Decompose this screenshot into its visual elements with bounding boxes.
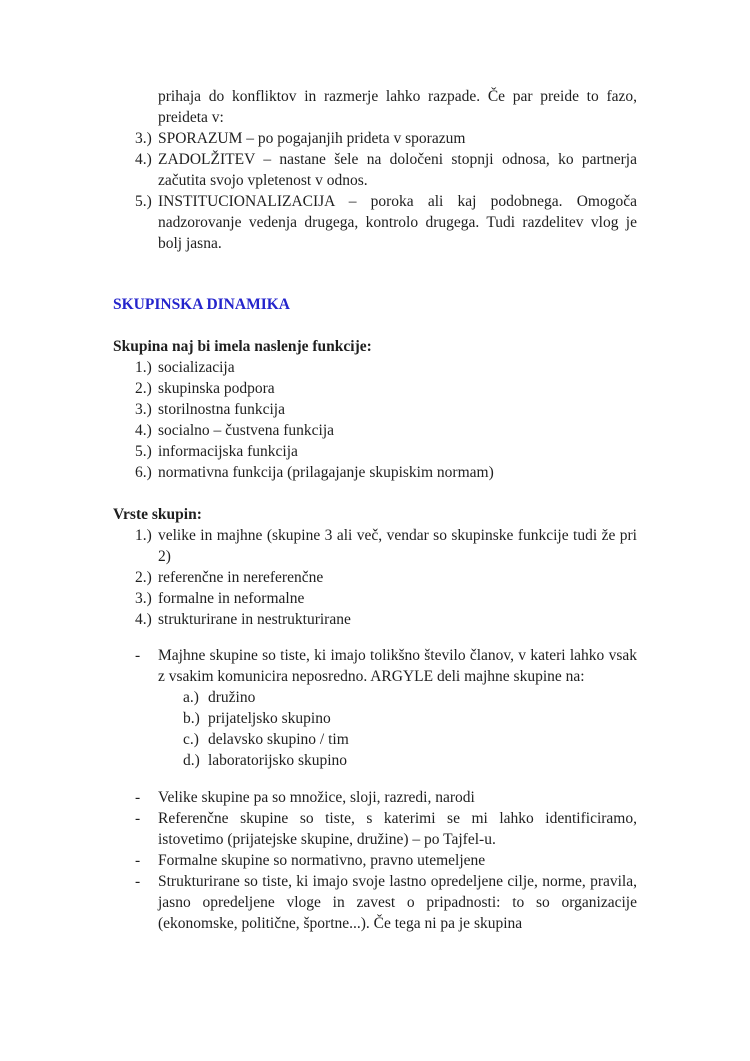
list-item-text: socializacija — [158, 359, 235, 376]
sub-list-marker: b.) — [183, 710, 200, 727]
list-marker: 1.) — [135, 527, 152, 544]
sub-list-item — [183, 729, 637, 750]
sub-list-item — [183, 708, 637, 729]
list-item — [135, 128, 637, 149]
section-heading: SKUPINSKA DINAMIKA — [113, 296, 290, 313]
list-item — [135, 609, 637, 630]
list-item-text: strukturirane in nestrukturirane — [158, 611, 351, 628]
sub-list-marker: a.) — [183, 689, 199, 706]
dash-bullet-item — [135, 871, 637, 934]
dash-marker: - — [135, 873, 141, 890]
sub-list-item — [183, 750, 637, 771]
dash-marker: - — [135, 647, 141, 664]
types-section — [113, 504, 637, 630]
list-item-text: storilnostna funkcija — [158, 401, 285, 418]
sub-list-item — [183, 687, 637, 708]
list-item — [135, 462, 637, 483]
dash-bullet-text: Strukturirane so tiste, ki imajo svoje lastno opredeljene cilje, norme, pravila, jasno opredeljene vloge in zavest o pripadnosti: to so organizacije (ekonomske, politične, športne...). Če tega ni pa je skupina — [158, 873, 637, 932]
list-item-text: normativna funkcija (prilagajanje skupiskim normam) — [158, 464, 494, 481]
list-item-text: referenčne in nereferenčne — [158, 569, 324, 586]
small-groups-paragraph: Majhne skupine so tiste, ki imajo tolikšno število članov, v kateri lahko vsak z vsakim komunicira neposredno. ARGYLE deli majhne skupine na: — [158, 647, 637, 685]
sub-list-item-text: delavsko skupino / tim — [208, 731, 349, 748]
list-marker: 3.) — [135, 590, 152, 607]
list-item — [135, 420, 637, 441]
paragraph-continuation — [135, 86, 637, 128]
list-marker: 4.) — [135, 151, 152, 168]
dash-bullet-item — [135, 808, 637, 850]
sub-list-marker: d.) — [183, 752, 200, 769]
argyle-sub-list — [183, 687, 637, 771]
list-item — [135, 525, 637, 567]
list-marker: 2.) — [135, 569, 152, 586]
dash-bullet-text: Velike skupine pa so množice, sloji, razredi, narodi — [158, 789, 475, 806]
dash-bullet-item — [135, 850, 637, 871]
list-marker: 6.) — [135, 464, 152, 481]
dash-marker: - — [135, 852, 141, 869]
list-marker: 3.) — [135, 401, 152, 418]
list-marker: 4.) — [135, 611, 152, 628]
list-marker: 1.) — [135, 359, 152, 376]
list-item-text: socialno – čustvena funkcija — [158, 422, 335, 439]
dash-bullet-text: Formalne skupine so normativno, pravno utemeljene — [158, 852, 486, 869]
paragraph-continuation-text: prihaja do konfliktov in razmerje lahko razpade. Če par preide to fazo, preideta v: — [158, 88, 637, 126]
list-item — [135, 567, 637, 588]
list-marker: 2.) — [135, 380, 152, 397]
list-item-text: formalne in neformalne — [158, 590, 305, 607]
list-item-text: informacijska funkcija — [158, 443, 298, 460]
functions-section — [113, 336, 637, 483]
list-item-text: ZADOLŽITEV – nastane šele na določeni stopnji odnosa, ko partnerja začutita svojo vpletenost v odnos. — [158, 151, 637, 189]
list-marker: 3.) — [135, 130, 152, 147]
list-item — [135, 357, 637, 378]
dash-marker: - — [135, 789, 141, 806]
list-item — [135, 399, 637, 420]
list-item — [135, 191, 637, 254]
list-item — [135, 378, 637, 399]
types-list — [135, 525, 637, 630]
dash-bullet-item — [135, 787, 637, 808]
list-item-text: velike in majhne (skupine 3 ali več, vendar so skupinske funkcije tudi že pri 2) — [158, 527, 637, 565]
sub-list-item-text: laboratorijsko skupino — [208, 752, 348, 769]
list-item — [135, 149, 637, 191]
dash-marker: - — [135, 810, 141, 827]
dash-bullet-text: Referenčne skupine so tiste, s katerimi se mi lahko identificiramo, istovetimo (prijatejske skupine, družine) – po Tajfel-u. — [158, 810, 637, 848]
sub-list-marker: c.) — [183, 731, 199, 748]
dash-bullet-item — [135, 645, 637, 771]
list-marker: 5.) — [135, 443, 152, 460]
functions-title: Skupina naj bi imela naslenje funkcije: — [113, 338, 372, 355]
list-item-text: skupinska podpora — [158, 380, 275, 397]
small-groups-bullet — [135, 645, 637, 771]
sub-list-item-text: družino — [208, 689, 256, 706]
group-notes-list — [135, 787, 637, 934]
list-marker: 5.) — [135, 193, 152, 210]
list-item-text: SPORAZUM – po pogajanjih prideta v sporazum — [158, 130, 466, 147]
list-item-text: INSTITUCIONALIZACIJA – poroka ali kaj podobnega. Omogoča nadzorovanje vedenja drugega, kontrolo drugega. Tudi razdelitev vlog je bolj jasna. — [158, 193, 637, 252]
sub-list-item-text: prijateljsko skupino — [208, 710, 331, 727]
list-item — [135, 588, 637, 609]
intro-list — [135, 86, 637, 254]
types-title: Vrste skupin: — [113, 506, 202, 523]
list-marker: 4.) — [135, 422, 152, 439]
functions-list — [135, 357, 637, 483]
list-marker-empty — [135, 86, 158, 128]
list-item — [135, 441, 637, 462]
dash-bullet-text — [158, 645, 637, 771]
